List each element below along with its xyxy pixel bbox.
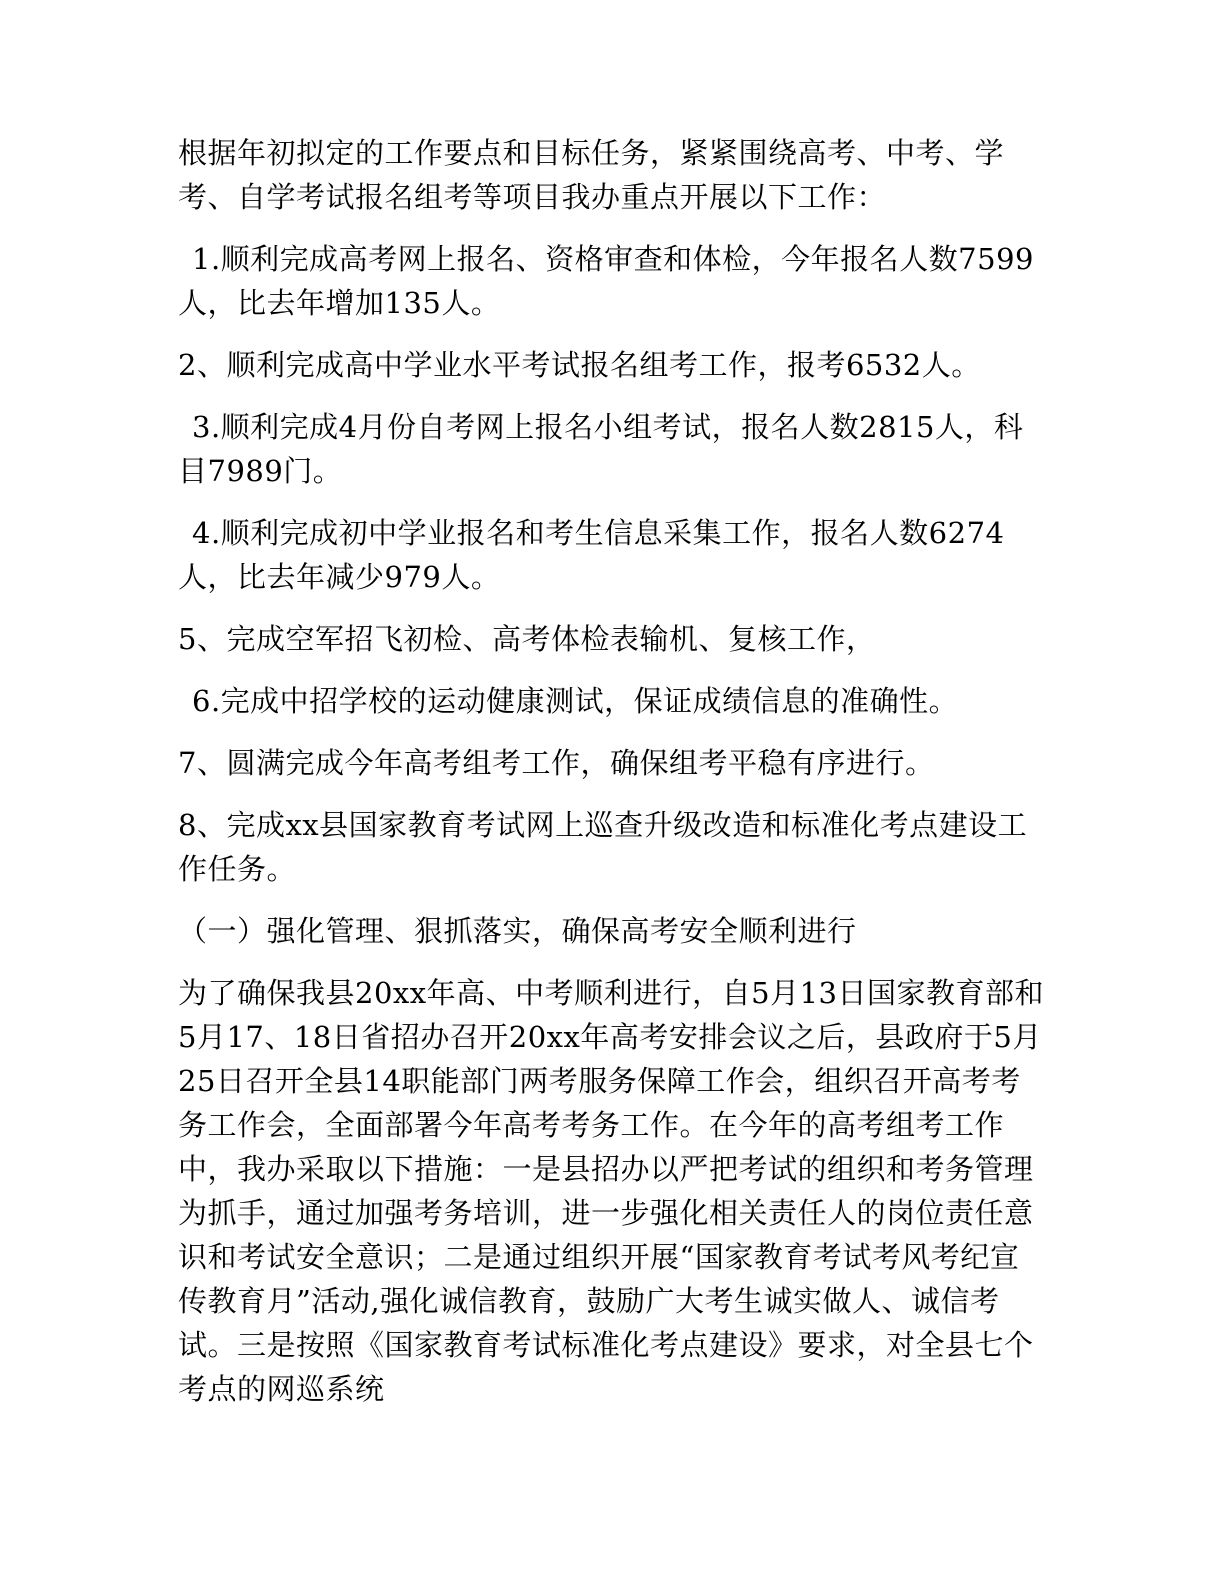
work-item-6: 6.完成中招学校的运动健康测试，保证成绩信息的准确性。: [192, 684, 959, 718]
work-item-1: 1.顺利完成高考网上报名、资格审查和体检，今年报名人数7599人，比去年增加135人。: [178, 242, 1034, 320]
work-item-3: 3.顺利完成4月份自考网上报名小组考试，报名人数2815人，科目7989门。: [178, 410, 1024, 488]
work-item-5: 5、完成空军招飞初检、高考体检表输机、复核工作，: [178, 622, 876, 656]
work-item-7: 7、圆满完成今年高考组考工作，确保组考平稳有序进行。: [178, 746, 935, 780]
section-heading: （一）强化管理、狠抓落实，确保高考安全顺利进行: [178, 914, 857, 948]
document-page: [178, 131, 1048, 1429]
intro-paragraph: 根据年初拟定的工作要点和目标任务，紧紧围绕高考、中考、学考、自学考试报名组考等项目我办重点开展以下工作：: [178, 136, 1005, 214]
work-item-8: 8、完成xx县国家教育考试网上巡查升级改造和标准化考点建设工作任务。: [178, 808, 1028, 886]
body-paragraph: 为了确保我县20xx年高、中考顺利进行，自5月13日国家教育部和5月17、18日省招办召开20xx年高考安排会议之后，县政府于5月25日召开全县14职能部门两考服务保障工作会，组织召开高考考务工作会，全面部署今年高考考务工作。在今年的高考组考工作中，我办采取以下措施：一是县招办以严把考试的组织和考务管理为抓手，通过加强考务培训，进一步强化相关责任人的岗位责任意识和考试安全意识；二是通过组织开展“国家教育考试考风考纪宣传教育月”活动,强化诚信教育，鼓励广大考生诚实做人、诚信考试。三是按照《国家教育考试标准化考点建设》要求，对全县七个考点的网巡系统: [178, 976, 1044, 1406]
work-item-4: 4.顺利完成初中学业报名和考生信息采集工作，报名人数6274人，比去年减少979人。: [178, 516, 1005, 594]
work-item-2: 2、顺利完成高中学业水平考试报名组考工作，报考6532人。: [178, 348, 981, 382]
